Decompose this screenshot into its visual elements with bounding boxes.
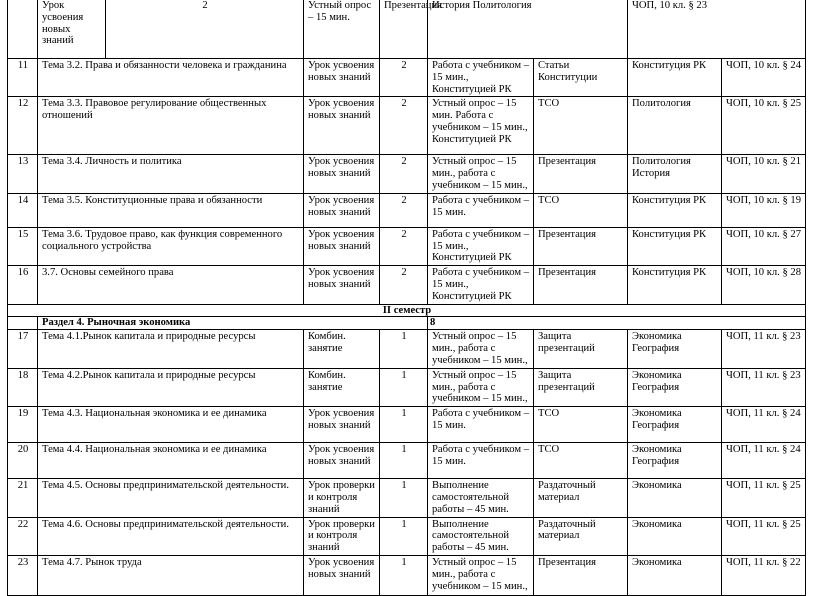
cell-literature: ЧОП, 10 кл. § 28 — [722, 266, 806, 304]
cell-links: Политология История — [628, 155, 722, 193]
cell-lesson-type: Урок усвоения новых знаний — [38, 0, 106, 59]
cell-links: Конституция РК — [628, 266, 722, 304]
cell-links: Конституция РК — [628, 227, 722, 265]
cell-tools: Раздаточный материал — [534, 517, 628, 555]
cell-hours: 1 — [380, 517, 428, 555]
cell-lesson-type: Урок усвоения новых знаний — [304, 555, 380, 595]
cell-control: Устный опрос – 15 мин. — [304, 0, 380, 59]
cell-lesson-type: Урок усвоения новых знаний — [304, 193, 380, 227]
cell-links: Экономика География — [628, 443, 722, 479]
cell-lesson-type: Урок усвоения новых знаний — [304, 443, 380, 479]
table-row — [8, 479, 806, 517]
cell-control: Устный опрос – 15 мин., работа с учебником – 15 мин., — [428, 330, 534, 368]
cell-links: Экономика География — [628, 330, 722, 368]
cell-tools: Презентация — [534, 555, 628, 595]
cell-literature: ЧОП, 10 кл. § 21 — [722, 155, 806, 193]
cell-tools: ТСО — [534, 443, 628, 479]
cell-hours: 1 — [380, 407, 428, 443]
section-row — [8, 317, 806, 330]
cell-links: История Политология — [428, 0, 628, 59]
cell-literature: ЧОП, 10 кл. § 25 — [722, 97, 806, 155]
cell-tools: Презентация — [534, 266, 628, 304]
cell-literature: ЧОП, 11 кл. § 22 — [722, 555, 806, 595]
cell-number: 12 — [8, 97, 38, 155]
cell-hours: 1 — [380, 479, 428, 517]
table-row — [8, 155, 806, 193]
cell-lesson-type: Урок усвоения новых знаний — [304, 97, 380, 155]
cell-hours: 1 — [380, 443, 428, 479]
cell-number: 14 — [8, 193, 38, 227]
cell-literature: ЧОП, 11 кл. § 25 — [722, 517, 806, 555]
table-row — [8, 517, 806, 555]
table-row — [8, 227, 806, 265]
cell-links: Экономика — [628, 555, 722, 595]
cell-literature: ЧОП, 11 кл. § 23 — [722, 330, 806, 368]
table-row — [8, 407, 806, 443]
cell-hours: 1 — [380, 555, 428, 595]
cell-literature: ЧОП, 11 кл. § 25 — [722, 479, 806, 517]
cell-literature: ЧОП, 10 кл. § 24 — [722, 59, 806, 97]
cell-hours: 2 — [380, 97, 428, 155]
table-row — [8, 97, 806, 155]
cell-number: 18 — [8, 368, 38, 406]
table-row-header — [8, 0, 806, 59]
cell-number: 16 — [8, 266, 38, 304]
cell-topic: Тема 3.3. Правовое регулирование общественных отношений — [38, 97, 304, 155]
cell-lesson-type: Урок усвоения новых знаний — [304, 155, 380, 193]
cell-tools: Раздаточный материал — [534, 479, 628, 517]
table-row — [8, 266, 806, 304]
cell-tools: Презентация — [534, 227, 628, 265]
cell-empty — [8, 317, 38, 330]
cell-links: Конституция РК — [628, 193, 722, 227]
cell-number: 20 — [8, 443, 38, 479]
cell-lesson-type: Урок усвоения новых знаний — [304, 266, 380, 304]
section-hours: 8 — [428, 317, 806, 330]
cell-number: 19 — [8, 407, 38, 443]
cell-lesson-type: Урок усвоения новых знаний — [304, 407, 380, 443]
cell-hours: 2 — [380, 193, 428, 227]
cell-literature: ЧОП, 10 кл. § 27 — [722, 227, 806, 265]
table-row — [8, 443, 806, 479]
cell-tools: ТСО — [534, 193, 628, 227]
table-row — [8, 555, 806, 595]
cell-tools: Защита презентаций — [534, 330, 628, 368]
cell-number: 17 — [8, 330, 38, 368]
cell-links: Политология — [628, 97, 722, 155]
cell-number: 13 — [8, 155, 38, 193]
cell-tools: ТСО — [534, 97, 628, 155]
cell-control: Устный опрос – 15 мин., работа с учебником – 15 мин., — [428, 555, 534, 595]
cell-lesson-type: Урок усвоения новых знаний — [304, 227, 380, 265]
cell-links: Конституция РК — [628, 59, 722, 97]
cell-lesson-type: Урок усвоения новых знаний — [304, 59, 380, 97]
cell-number: 22 — [8, 517, 38, 555]
cell-number: 15 — [8, 227, 38, 265]
curriculum-table — [7, 0, 806, 596]
cell-literature: ЧОП, 11 кл. § 23 — [722, 368, 806, 406]
cell-hours: 2 — [106, 0, 304, 59]
table-row — [8, 193, 806, 227]
cell-tools: Презентация — [380, 0, 428, 59]
cell-links: Экономика География — [628, 407, 722, 443]
section-title: Раздел 4. Рыночная экономика — [38, 317, 428, 330]
cell-topic: Тема 4.2.Рынок капитала и природные ресурсы — [38, 368, 304, 406]
cell-topic: Тема 4.4. Национальная экономика и ее динамика — [38, 443, 304, 479]
cell-topic: 3.7. Основы семейного права — [38, 266, 304, 304]
cell-hours: 2 — [380, 59, 428, 97]
cell-links: Экономика География — [628, 368, 722, 406]
cell-hours: 2 — [380, 227, 428, 265]
cell-literature: ЧОП, 11 кл. § 24 — [722, 407, 806, 443]
cell-lesson-type: Урок проверки и контроля знаний — [304, 517, 380, 555]
cell-tools: Статьи Конституции — [534, 59, 628, 97]
cell-hours: 1 — [380, 368, 428, 406]
cell-literature: ЧОП, 10 кл. § 23 — [628, 0, 806, 59]
cell-topic: Тема 3.2. Права и обязанности человека и гражданина — [38, 59, 304, 97]
cell-topic: Тема 4.7. Рынок труда — [38, 555, 304, 595]
cell-topic: Тема 3.4. Личность и политика — [38, 155, 304, 193]
cell-lesson-type: Комбин. занятие — [304, 330, 380, 368]
cell-topic: Тема 4.1.Рынок капитала и природные ресурсы — [38, 330, 304, 368]
cell-control: Работа с учебником – 15 мин. — [428, 193, 534, 227]
cell-control: Устный опрос – 15 мин. Работа с учебником – 15 мин., Конституцией РК — [428, 97, 534, 155]
table-row — [8, 368, 806, 406]
cell-control: Устный опрос – 15 мин., работа с учебником – 15 мин., — [428, 368, 534, 406]
cell-control: Работа с учебником – 15 мин. — [428, 407, 534, 443]
cell-tools: ТСО — [534, 407, 628, 443]
cell-number: 11 — [8, 59, 38, 97]
cell-tools: Презентация — [534, 155, 628, 193]
cell-hours: 1 — [380, 330, 428, 368]
cell-control: Работа с учебником – 15 мин., Конституцией РК — [428, 266, 534, 304]
cell-topic: Тема 4.3. Национальная экономика и ее динамика — [38, 407, 304, 443]
cell-topic: Тема 3.5. Конституционные права и обязанности — [38, 193, 304, 227]
cell-literature: ЧОП, 10 кл. § 19 — [722, 193, 806, 227]
cell-control: Выполнение самостоятельной работы – 45 мин. — [428, 517, 534, 555]
cell-control: Работа с учебником – 15 мин., Конституцией РК — [428, 227, 534, 265]
cell-links: Экономика — [628, 517, 722, 555]
cell-topic: Тема 4.5. Основы предпринимательской деятельности. — [38, 479, 304, 517]
cell-control: Работа с учебником – 15 мин. — [428, 443, 534, 479]
cell-number: 23 — [8, 555, 38, 595]
table-row — [8, 59, 806, 97]
cell-lesson-type: Урок проверки и контроля знаний — [304, 479, 380, 517]
cell-links: Экономика — [628, 479, 722, 517]
cell-hours: 2 — [380, 155, 428, 193]
semester-label: II семестр — [8, 304, 806, 317]
cell-control: Выполнение самостоятельной работы – 45 мин. — [428, 479, 534, 517]
cell-number: 21 — [8, 479, 38, 517]
cell-control: Работа с учебником – 15 мин., Конституцией РК — [428, 59, 534, 97]
cell-hours: 2 — [380, 266, 428, 304]
table-row — [8, 330, 806, 368]
cell-control: Устный опрос – 15 мин., работа с учебником – 15 мин., — [428, 155, 534, 193]
semester-row — [8, 304, 806, 317]
cell-tools: Защита презентаций — [534, 368, 628, 406]
cell-lesson-type: Комбин. занятие — [304, 368, 380, 406]
cell-topic: Тема 3.6. Трудовое право, как функция современного социального устройства — [38, 227, 304, 265]
cell-literature: ЧОП, 11 кл. § 24 — [722, 443, 806, 479]
cell-topic: Тема 4.6. Основы предпринимательской деятельности. — [38, 517, 304, 555]
cell-empty — [8, 0, 38, 59]
